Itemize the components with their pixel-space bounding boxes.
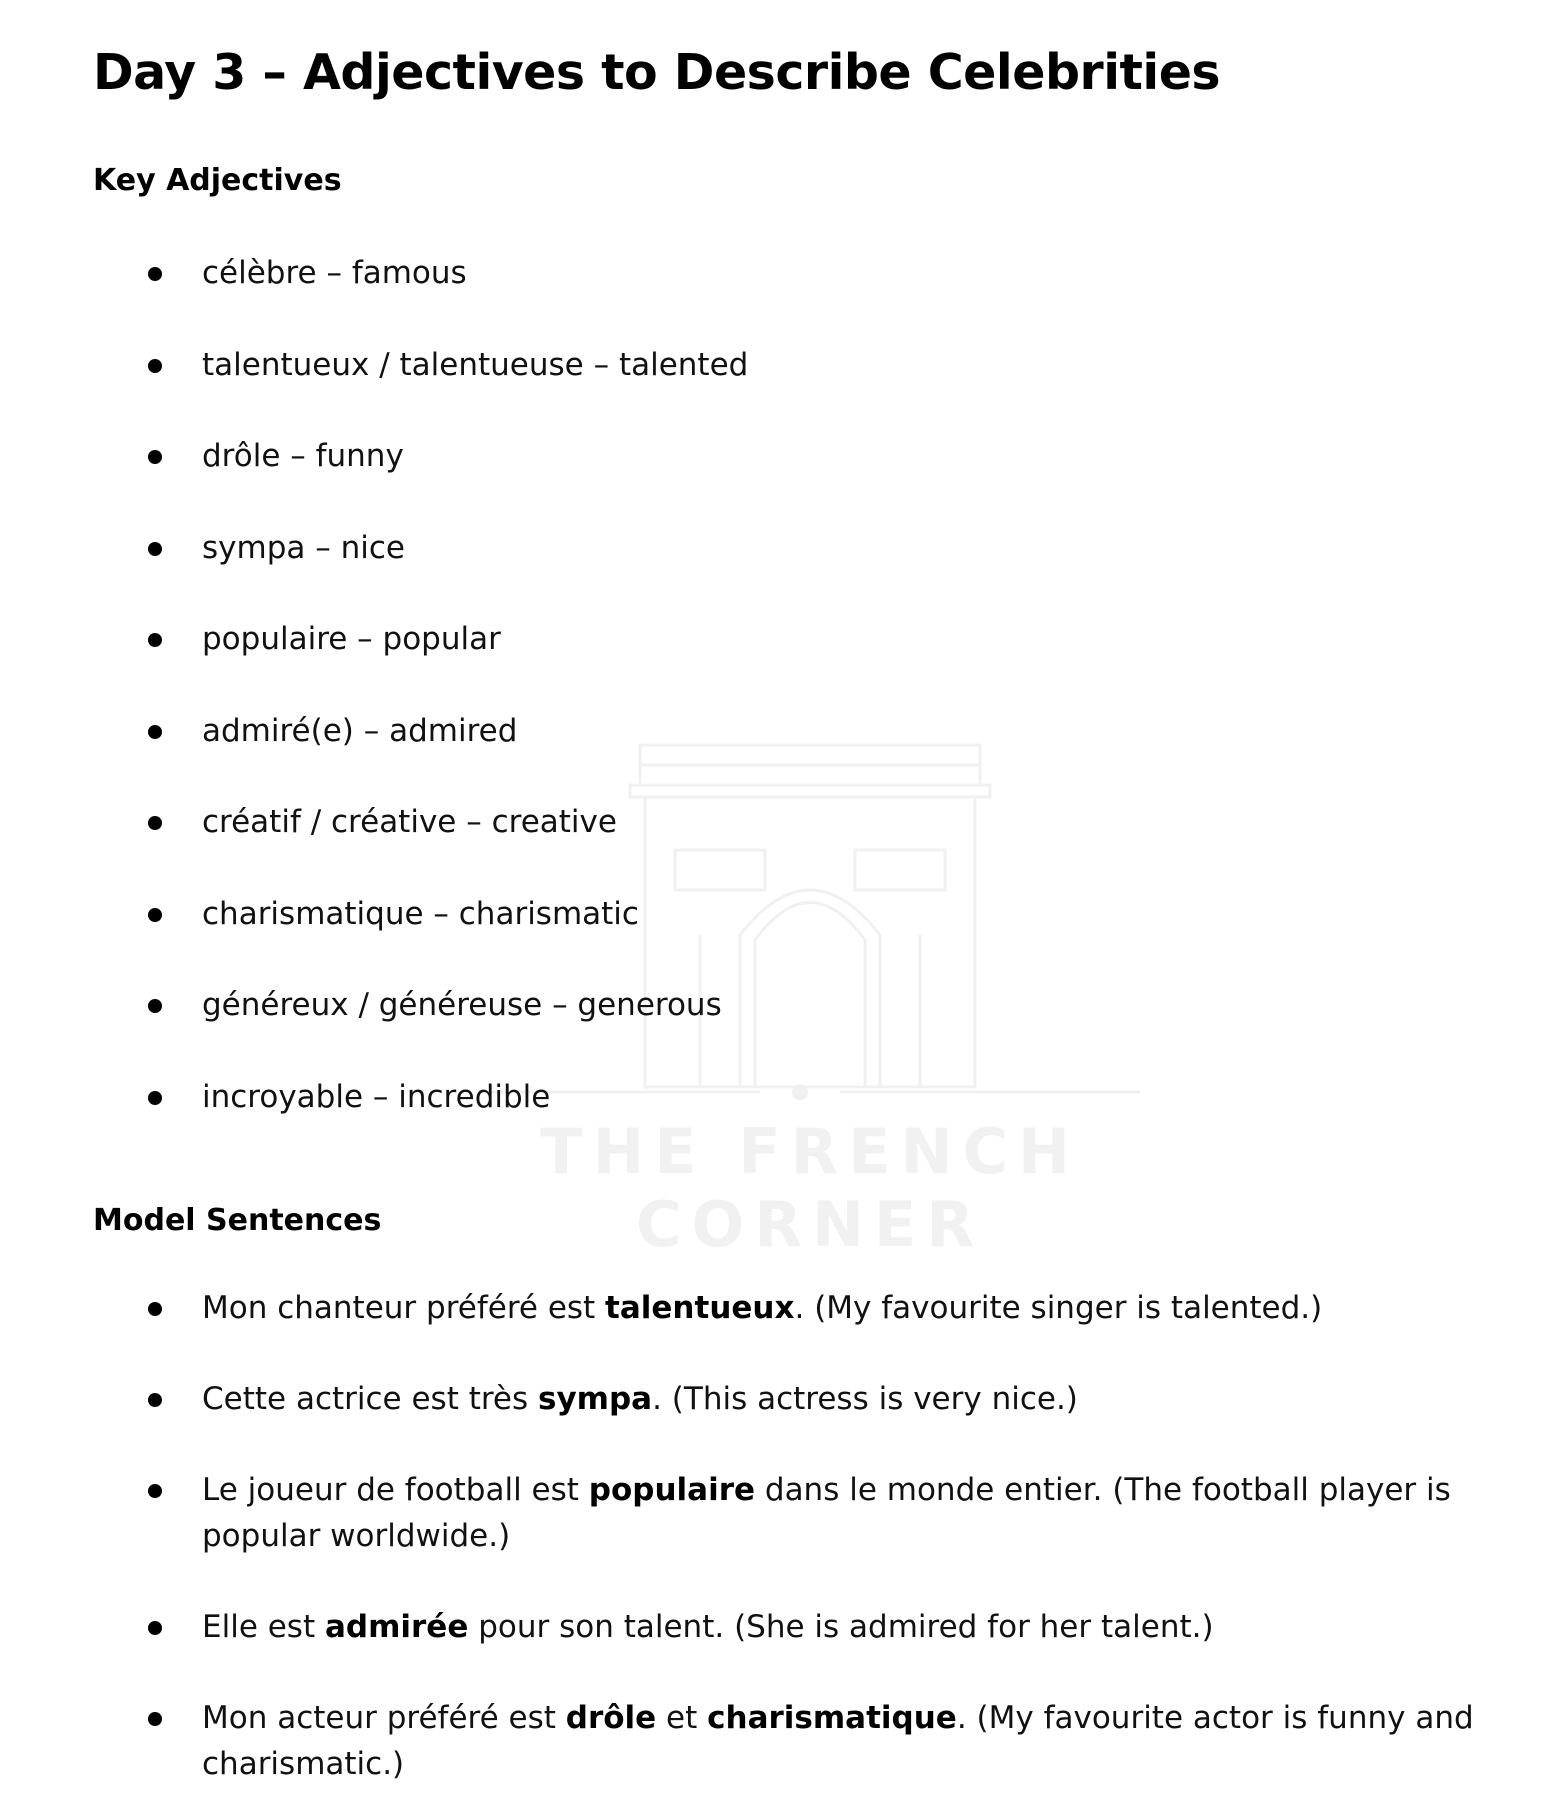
list-item	[93, 708, 1533, 754]
sentence-text	[202, 1472, 1451, 1554]
key-adjective-emphasis: talentueux	[605, 1289, 795, 1326]
adjective-text: incroyable – incredible	[202, 1078, 551, 1115]
sentence-text	[202, 1381, 1078, 1417]
sentence-segment: . (My favourite actor is funny and charismatic.)	[202, 1699, 1474, 1782]
bullet-icon	[148, 1393, 162, 1407]
adjective-text: admiré(e) – admired	[202, 712, 518, 749]
list-item	[93, 342, 1533, 388]
bullet-icon	[148, 1712, 162, 1726]
list-item	[93, 525, 1533, 571]
sentence-segment: Mon acteur préféré est	[202, 1699, 566, 1736]
bullet-icon	[148, 1621, 162, 1635]
list-item	[93, 1604, 1533, 1650]
list-item	[93, 1074, 1533, 1120]
adjective-text: sympa – nice	[202, 529, 405, 566]
key-adjective-emphasis: populaire	[588, 1471, 756, 1508]
sentence-text	[202, 1609, 1214, 1645]
bullet-icon	[148, 1484, 162, 1498]
list-item	[93, 1695, 1533, 1787]
list-item	[93, 1376, 1533, 1422]
adjective-text: créatif / créative – creative	[202, 804, 617, 840]
list-item	[93, 1467, 1533, 1559]
model-sentences-heading: Model Sentences	[93, 1202, 382, 1238]
sentence-segment: . (This actress is very nice.)	[652, 1380, 1078, 1417]
key-adjective-emphasis: admirée	[324, 1608, 469, 1645]
sentence-text	[202, 1290, 1322, 1326]
bullet-icon	[148, 1302, 162, 1316]
bullet-icon	[148, 359, 162, 373]
bullet-icon	[148, 816, 162, 830]
key-adjectives-heading: Key Adjectives	[93, 163, 342, 198]
adjective-text: talentueux / talentueuse – talented	[202, 346, 749, 383]
document-page	[93, 38, 1533, 1787]
bullet-icon	[148, 908, 162, 922]
list-item	[93, 982, 1533, 1028]
list-item	[93, 891, 1533, 937]
list-item	[93, 433, 1533, 479]
sentence-segment: Mon chanteur préféré est	[202, 1289, 606, 1326]
model-sentences-list	[93, 1285, 1533, 1787]
sentence-segment: Cette actrice est très	[202, 1380, 539, 1417]
list-item	[93, 616, 1533, 662]
bullet-icon	[148, 267, 162, 281]
key-adjective-emphasis: sympa	[538, 1380, 653, 1417]
bullet-icon	[148, 542, 162, 556]
adjective-text: drôle – funny	[202, 438, 404, 474]
watermark-text: THE FRENCH CORNER	[540, 1115, 1080, 1261]
bullet-icon	[148, 999, 162, 1013]
bullet-icon	[148, 633, 162, 647]
bullet-icon	[148, 450, 162, 464]
key-adjective-emphasis: charismatique	[707, 1699, 957, 1736]
key-adjectives-list	[93, 250, 1533, 1120]
bullet-icon	[148, 1091, 162, 1105]
adjective-text: célèbre – famous	[202, 255, 467, 291]
sentence-segment: et	[656, 1699, 708, 1736]
bullet-icon	[148, 725, 162, 739]
key-adjective-emphasis: drôle	[565, 1699, 657, 1736]
sentence-segment: Le joueur de football est	[202, 1471, 589, 1508]
page-title: Day 3 – Adjectives to Describe Celebrities	[93, 44, 1221, 101]
sentence-text	[202, 1700, 1474, 1782]
adjective-text: populaire – popular	[202, 621, 501, 657]
list-item	[93, 1285, 1533, 1331]
adjective-text: charismatique – charismatic	[202, 895, 639, 932]
sentence-segment: pour son talent. (She is admired for her talent.)	[468, 1608, 1214, 1645]
sentence-segment: Elle est	[202, 1608, 325, 1645]
list-item	[93, 250, 1533, 296]
sentence-segment: dans le monde entier. (The football player is popular worldwide.)	[202, 1471, 1451, 1554]
list-item	[93, 799, 1533, 845]
sentence-segment: . (My favourite singer is talented.)	[794, 1289, 1323, 1326]
adjective-text: généreux / généreuse – generous	[202, 987, 722, 1023]
